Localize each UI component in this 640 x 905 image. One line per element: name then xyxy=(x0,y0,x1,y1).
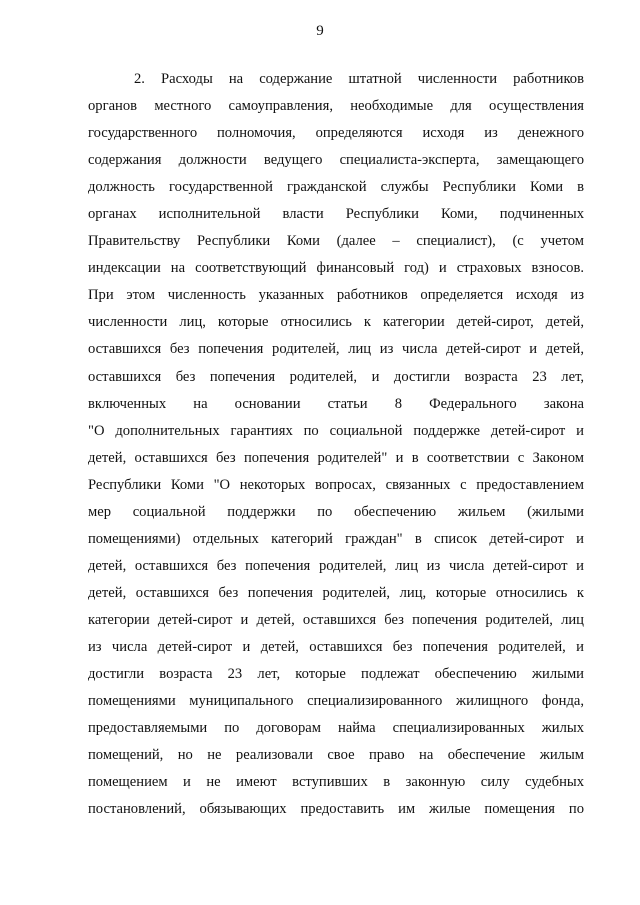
text-line: Правительству Республики Коми (далее – специалист), (с учетом xyxy=(88,233,584,250)
text-line: из числа детей-сирот и детей, оставшихся без попечения родителей, и xyxy=(88,638,584,655)
text-line: государственного полномочия, определяются исходя из денежного xyxy=(88,125,584,142)
text-line: детей, оставшихся без попечения родителей, лиц, которые относились к xyxy=(88,584,584,601)
text-line: предоставляемыми по договорам найма специализированных жилых xyxy=(88,720,584,737)
text-line: помещением и не имеют вступивших в законную силу судебных xyxy=(88,774,584,791)
text-line: "О дополнительных гарантиях по социальной поддержке детей-сирот и xyxy=(88,422,584,439)
text-line: органах исполнительной власти Республики Коми, подчиненных xyxy=(88,206,584,223)
text-line: постановлений, обязывающих предоставить им жилые помещения по xyxy=(88,801,584,818)
text-line: помещениями муниципального специализированного жилищного фонда, xyxy=(88,693,584,710)
text-line: При этом численность указанных работников определяется исходя из xyxy=(88,287,584,304)
text-line: 2. Расходы на содержание штатной численности работников xyxy=(134,71,584,87)
text-line: включенных на основании статьи 8 Федерального закона xyxy=(88,395,584,412)
text-line: должность государственной гражданской службы Республики Коми в xyxy=(88,179,584,196)
text-line: Республики Коми "О некоторых вопросах, связанных с предоставлением xyxy=(88,476,584,493)
text-line: численности лиц, которые относились к категории детей-сирот, детей, xyxy=(88,314,584,331)
text-line: категории детей-сирот и детей, оставшихся без попечения родителей, лиц xyxy=(88,611,584,628)
text-line: достигли возраста 23 лет, которые подлежат обеспечению жилыми xyxy=(88,666,584,683)
text-line: содержания должности ведущего специалиста-эксперта, замещающего xyxy=(88,152,584,169)
paragraph-2 xyxy=(88,66,584,823)
text-line: помещениями) отдельных категорий граждан" в список детей-сирот и xyxy=(88,530,584,547)
text-line: оставшихся без попечения родителей, лиц из числа детей-сирот и детей, xyxy=(88,341,584,358)
text-line: органов местного самоуправления, необходимые для осуществления xyxy=(88,98,584,115)
text-line: детей, оставшихся без попечения родителей, лиц из числа детей-сирот и xyxy=(88,557,584,574)
page-number: 9 xyxy=(316,23,324,39)
text-line: мер социальной поддержки по обеспечению жильем (жилыми xyxy=(88,503,584,520)
text-line: детей, оставшихся без попечения родителей" и в соответствии с Законом xyxy=(88,449,584,466)
text-line: помещений, но не реализовали свое право на обеспечение жилым xyxy=(88,747,584,764)
text-line: индексации на соответствующий финансовый год) и страховых взносов. xyxy=(88,260,584,277)
text-line: оставшихся без попечения родителей, и достигли возраста 23 лет, xyxy=(88,368,584,385)
